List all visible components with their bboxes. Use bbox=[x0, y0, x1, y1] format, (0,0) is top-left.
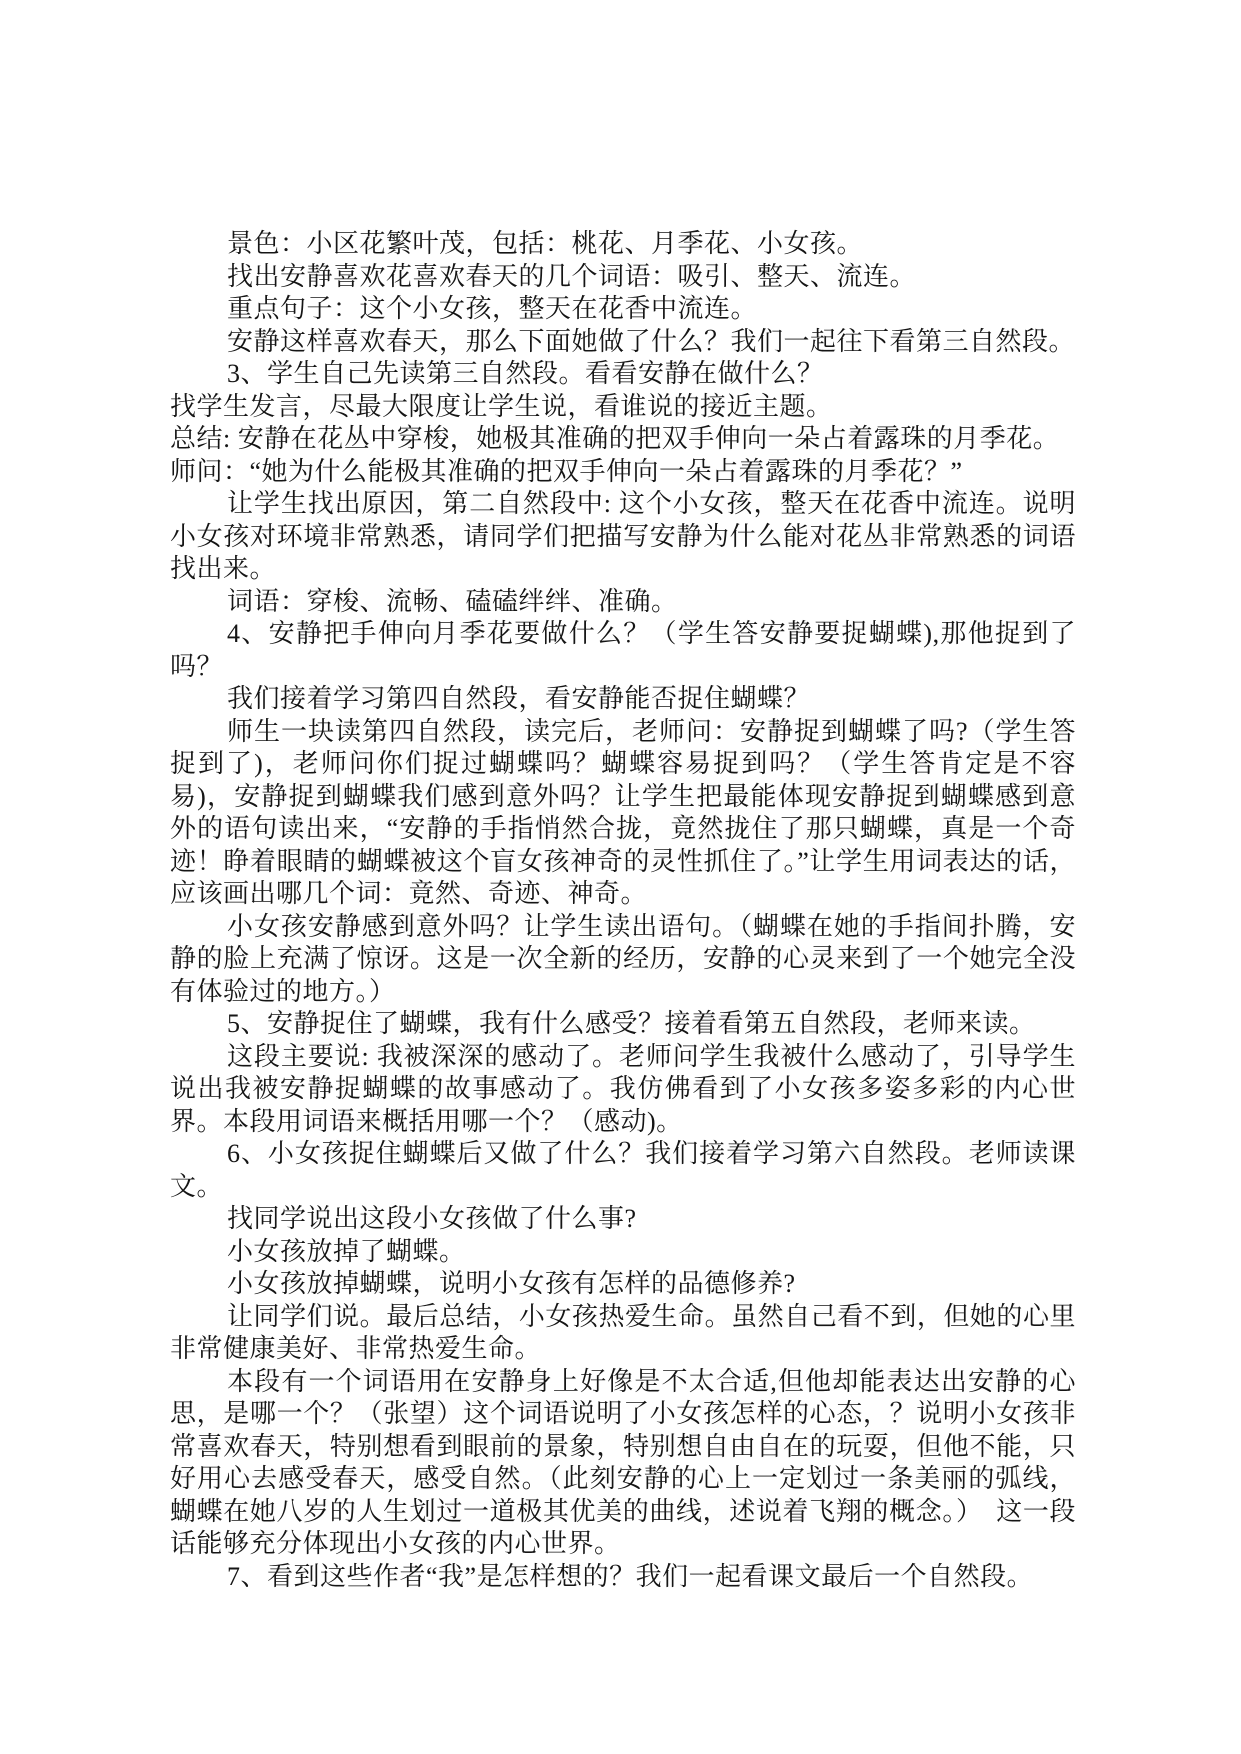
paragraph: 我们接着学习第四自然段，看安静能否捉住蝴蝶？ bbox=[227, 684, 811, 713]
paragraph: 小女孩放掉了蝴蝶。 bbox=[227, 1236, 466, 1266]
paragraph: 本段有一个词语用在安静身上好像是不太合适,但他却能表达出安静的心思，是哪一个？（张望）这个词语说明了小女孩怎样的心态，？说明小女孩非常喜欢春天，特别想看到眼前的景象，特别想自由自在的玩耍，但他不能，只好用心去感受春天，感受自然。（此刻安静的心上一定划过一条美丽的弧线，蝴蝶在她八岁的人生划过一道极其优美的曲线，述说着飞翔的概念。） 这一段话能够充分体现出小女孩的内心世界。 bbox=[170, 1366, 1076, 1558]
paragraph: 安静这样喜欢春天，那么下面她做了什么？我们一起往下看第三自然段。 bbox=[227, 326, 1076, 356]
paragraph: 找出安静喜欢花喜欢春天的几个词语：吸引、整天、流连。 bbox=[227, 261, 917, 291]
paragraph: 师生一块读第四自然段，读完后，老师问：安静捉到蝴蝶了吗?（学生答捉到了)，老师问你们捉过蝴蝶吗？蝴蝶容易捉到吗？（学生答肯定是不容易)，安静捉到蝴蝶我们感到意外吗？让学生把最能体现安静捉到蝴蝶感到意外的语句读出来，“安静的手指悄然合拢，竟然拢住了那只蝴蝶，真是一个奇迹！睁着眼睛的蝴蝶被这个盲女孩神奇的灵性抓住了。”让学生用词表达的话，应该画出哪几个词：竟然、奇迹、神奇。 bbox=[170, 716, 1076, 908]
paragraph: 5、安静捉住了蝴蝶，我有什么感受？接着看第五自然段，老师来读。 bbox=[227, 1009, 1036, 1038]
paragraph: 让学生找出原因，第二自然段中: 这个小女孩，整天在花香中流连。说明小女孩对环境非常熟悉，请同学们把描写安静为什么能对花丛非常熟悉的词语找出来。 bbox=[170, 489, 1076, 583]
document-body bbox=[170, 228, 1076, 1593]
paragraph: 重点句子：这个小女孩，整天在花香中流连。 bbox=[227, 294, 758, 323]
paragraph: 7、看到这些作者“我”是怎样想的？我们一起看课文最后一个自然段。 bbox=[227, 1561, 1034, 1591]
paragraph: 这段主要说: 我被深深的感动了。老师问学生我被什么感动了，引导学生说出我被安静捉蝴蝶的故事感动了。我仿佛看到了小女孩多姿多彩的内心世界。本段用词语来概括用哪一个？（感动)。 bbox=[170, 1041, 1076, 1136]
paragraph: 3、学生自己先读第三自然段。看看安静在做什么？ bbox=[227, 359, 824, 388]
paragraph: 总结: 安静在花丛中穿梭，她极其准确的把双手伸向一朵占着露珠的月季花。 bbox=[170, 424, 1060, 453]
paragraph: 小女孩安静感到意外吗？让学生读出语句。（蝴蝶在她的手指间扑腾，安静的脸上充满了惊讶。这是一次全新的经历，安静的心灵来到了一个她完全没有体验过的地方。） bbox=[170, 911, 1076, 1006]
paragraph: 让同学们说。最后总结，小女孩热爱生命。虽然自己看不到，但她的心里非常健康美好、非常热爱生命。 bbox=[170, 1301, 1076, 1363]
paragraph: 找学生发言，尽最大限度让学生说，看谁说的接近主题。 bbox=[170, 391, 833, 421]
paragraph: 找同学说出这段小女孩做了什么事? bbox=[227, 1204, 637, 1233]
paragraph: 小女孩放掉蝴蝶，说明小女孩有怎样的品德修养? bbox=[227, 1269, 796, 1298]
paragraph: 景色：小区花繁叶茂，包括：桃花、月季花、小女孩。 bbox=[227, 229, 864, 258]
paragraph: 词语：穿梭、流畅、磕磕绊绊、准确。 bbox=[227, 586, 678, 616]
paragraph: 6、小女孩捉住蝴蝶后又做了什么？我们接着学习第六自然段。老师读课文。 bbox=[170, 1139, 1076, 1201]
paragraph: 4、安静把手伸向月季花要做什么？（学生答安静要捉蝴蝶),那他捉到了吗？ bbox=[170, 619, 1076, 681]
paragraph: 师问：“她为什么能极其准确的把双手伸向一朵占着露珠的月季花？” bbox=[170, 456, 963, 486]
